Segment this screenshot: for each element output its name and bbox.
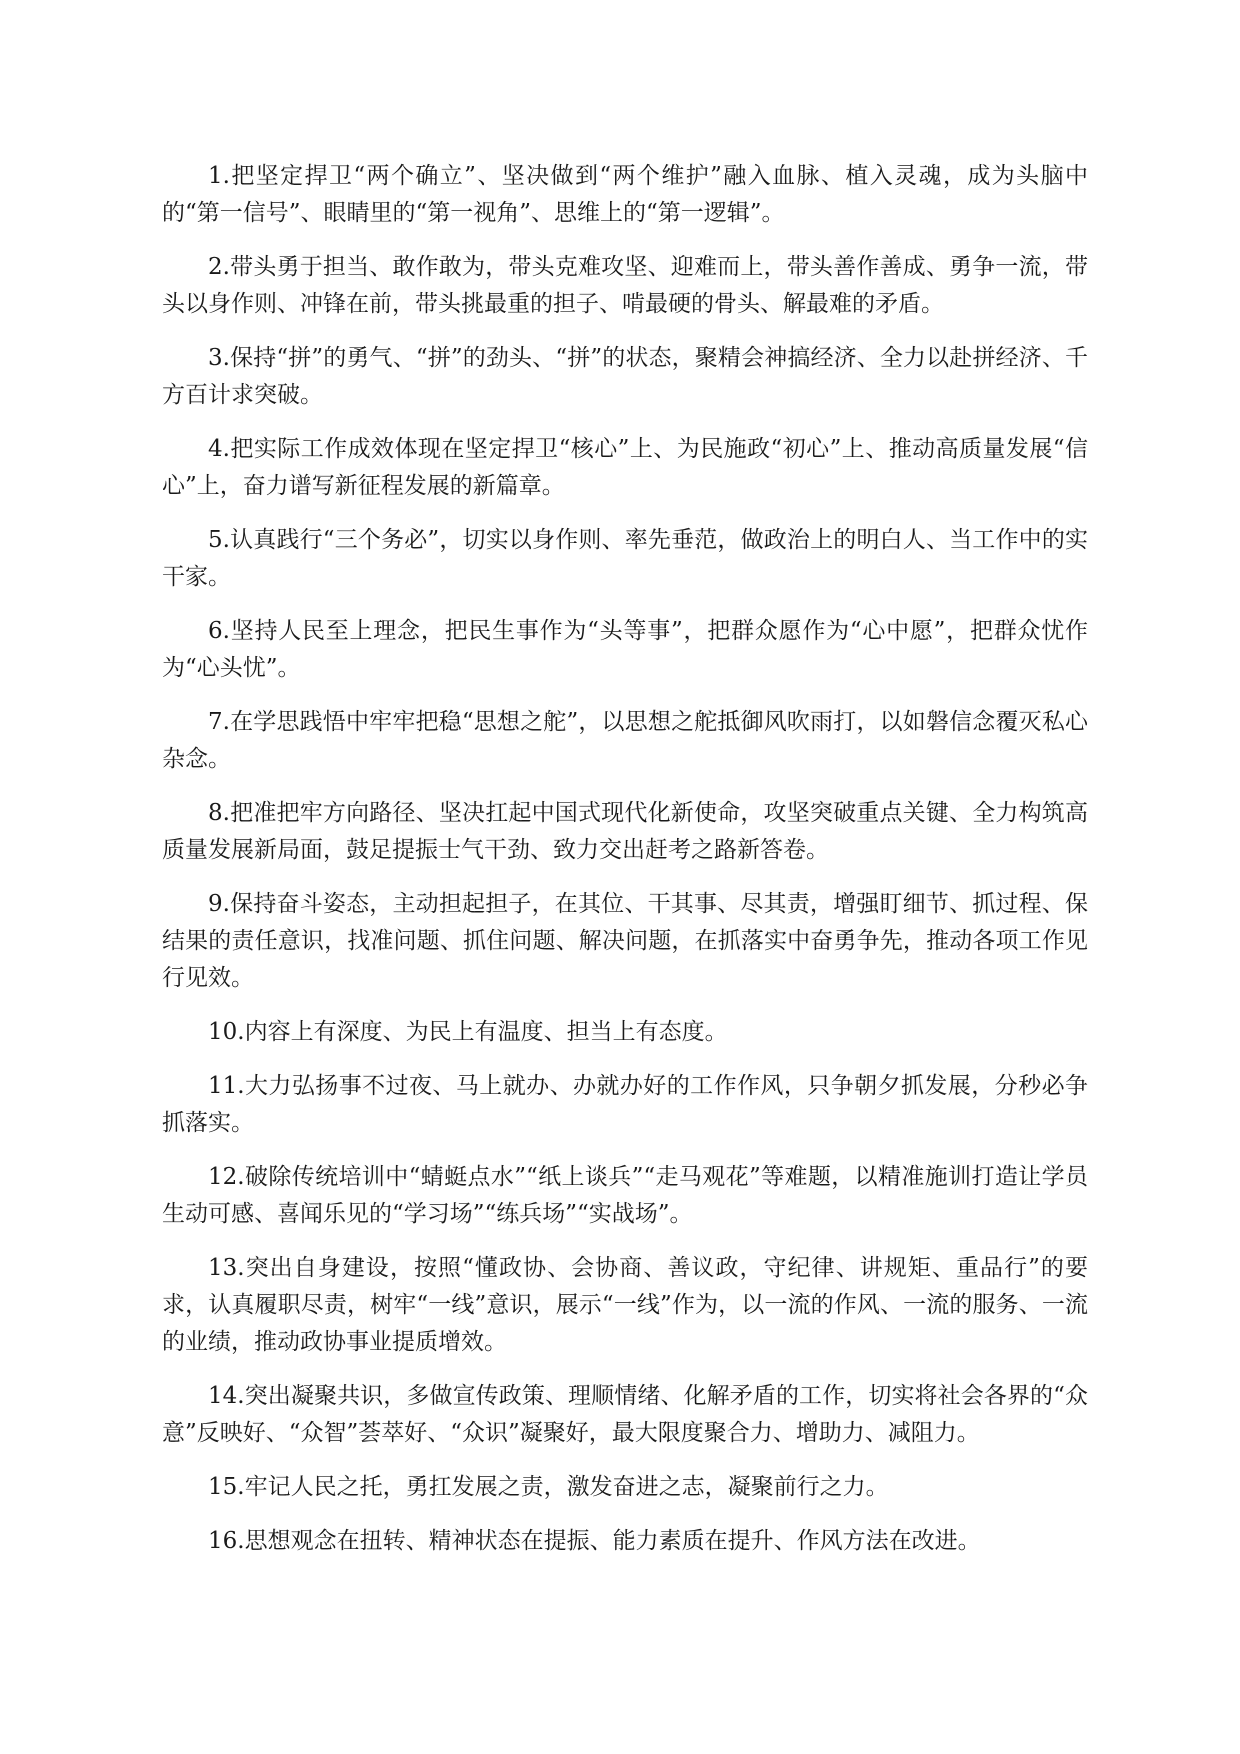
paragraph-1: 1.把坚定捍卫“两个确立”、坚决做到“两个维护”融入血脉、植入灵魂，成为头脑中的“第一信号”、眼睛里的“第一视角”、思维上的“第一逻辑”。 [162,163,1088,226]
paragraph-13: 13.突出自身建设，按照“懂政协、会协商、善议政，守纪律、讲规矩、重品行”的要求，认真履职尽责，树牢“一线”意识，展示“一线”作为，以一流的作风、一流的服务、一流的业绩，推动政协事业提质增效。 [162,1255,1088,1355]
paragraph-6: 6.坚持人民至上理念，把民生事作为“头等事”，把群众愿作为“心中愿”，把群众忧作为“心头忧”。 [162,618,1088,681]
paragraph-12: 12.破除传统培训中“蜻蜓点水”“纸上谈兵”“走马观花”等难题，以精准施训打造让学员生动可感、喜闻乐见的“学习场”“练兵场”“实战场”。 [162,1164,1088,1227]
paragraph-2: 2.带头勇于担当、敢作敢为，带头克难攻坚、迎难而上，带头善作善成、勇争一流，带头以身作则、冲锋在前，带头挑最重的担子、啃最硬的骨头、解最难的矛盾。 [162,254,1088,317]
paragraph-9: 9.保持奋斗姿态，主动担起担子，在其位、干其事、尽其责，增强盯细节、抓过程、保结果的责任意识，找准问题、抓住问题、解决问题，在抓落实中奋勇争先，推动各项工作见行见效。 [162,891,1088,991]
paragraph-3: 3.保持“拼”的勇气、“拼”的劲头、“拼”的状态，聚精会神搞经济、全力以赴拼经济、千方百计求突破。 [162,345,1088,408]
paragraph-7: 7.在学思践悟中牢牢把稳“思想之舵”，以思想之舵抵御风吹雨打，以如磐信念覆灭私心杂念。 [162,709,1088,772]
paragraph-8: 8.把准把牢方向路径、坚决扛起中国式现代化新使命，攻坚突破重点关键、全力构筑高质量发展新局面，鼓足提振士气干劲、致力交出赶考之路新答卷。 [162,800,1088,863]
paragraph-14: 14.突出凝聚共识，多做宣传政策、理顺情绪、化解矛盾的工作，切实将社会各界的“众意”反映好、“众智”荟萃好、“众识”凝聚好，最大限度聚合力、增助力、减阻力。 [162,1383,1088,1446]
paragraph-15: 15.牢记人民之托，勇扛发展之责，激发奋进之志，凝聚前行之力。 [208,1474,889,1500]
paragraph-4: 4.把实际工作成效体现在坚定捍卫“核心”上、为民施政“初心”上、推动高质量发展“信心”上，奋力谱写新征程发展的新篇章。 [162,436,1088,499]
paragraph-11: 11.大力弘扬事不过夜、马上就办、办就办好的工作作风，只争朝夕抓发展，分秒必争抓落实。 [162,1073,1088,1136]
document-body [162,158,1088,1577]
paragraph-16: 16.思想观念在扭转、精神状态在提振、能力素质在提升、作风方法在改进。 [208,1528,981,1554]
paragraph-10: 10.内容上有深度、为民上有温度、担当上有态度。 [208,1019,728,1045]
paragraph-5: 5.认真践行“三个务必”，切实以身作则、率先垂范，做政治上的明白人、当工作中的实干家。 [162,527,1088,590]
